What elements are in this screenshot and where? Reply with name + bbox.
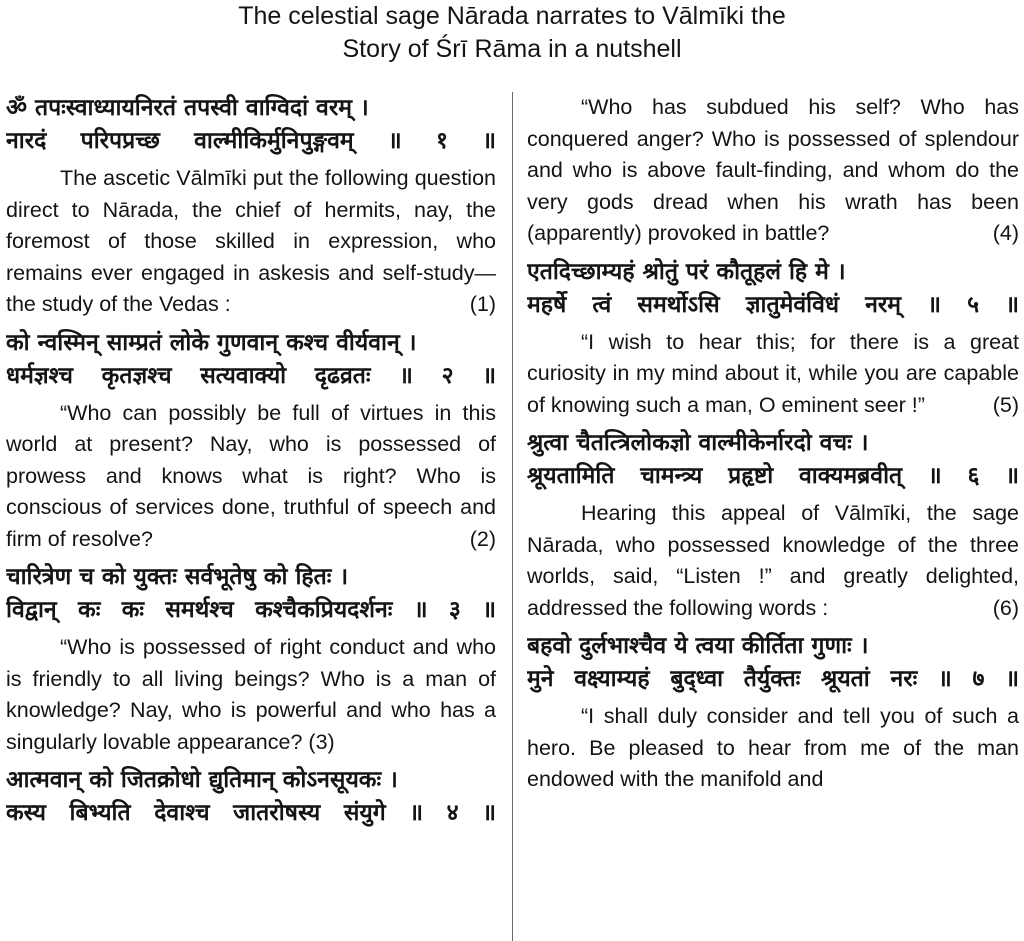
translation-3 [6,632,496,758]
translation-4 [527,92,1019,250]
translation-text: “Who can possibly be full of virtues in this world at present? Nay, who is possessed of prowess and knows what is right? Who is conscious of services done, truthful of speech and firm of resolve? [6,400,496,551]
title-line-1: The celestial sage Nārada narrates to Vālmīki the [238,2,786,30]
verse-number: (1) [469,292,496,316]
title-line-2: Story of Śrī Rāma in a nutshell [342,35,682,63]
translation-2 [6,398,496,556]
sanskrit-verse-6 [527,427,1019,493]
translation-7 [527,701,1019,796]
translation-text: The ascetic Vālmīki put the following question direct to Nārada, the chief of hermits, nay, the foremost of those skilled in expression, who remains ever engaged in askesis and self-study—the study of the Vedas : [6,166,496,316]
translation-text: “Who is possessed of right conduct and who is friendly to all living beings? Who is a man of knowledge? Nay, who is powerful and who has a singularly lovable appearance? [6,635,496,754]
translation-6 [527,498,1019,624]
sanskrit-verse-2 [6,327,496,393]
translation-5 [527,327,1019,422]
sanskrit-verse-1 [6,92,496,158]
verse-line: धर्मज्ञश्च कृतज्ञश्च सत्यवाक्यो दृढव्रतः ॥ २ ॥ [6,362,496,389]
translation-1 [6,163,496,321]
verse-line: विद्वान् कः कः समर्थश्च कश्चैकप्रियदर्शनः ॥ ३ ॥ [6,597,496,623]
verse-number: (5) [992,392,1019,417]
page-title [0,0,1024,66]
verse-line: को न्वस्मिन् साम्प्रतं लोके गुणवान् कश्च वीर्यवान् । [6,329,417,356]
sanskrit-verse-5 [527,256,1019,322]
verse-line: श्रुत्वा चैतत्त्रिलोकज्ञो वाल्मीकेर्नारदो वचः । [527,430,869,456]
sanskrit-verse-4 [6,764,496,830]
translation-text: Hearing this appeal of Vālmīki, the sage Nārada, who possessed knowledge of the three worlds, said, “Listen !” and greatly delighted, addressed the following words : [527,501,1019,620]
sanskrit-verse-7 [527,630,1019,696]
verse-line: एतदिच्छाम्यहं श्रोतुं परं कौतूहलं हि मे । [527,258,846,285]
translation-text: “I shall duly consider and tell you of such a hero. Be pleased to hear from me of the man endowed with the manifold and [527,704,1019,791]
verse-line: नारदं परिपप्रच्छ वाल्मीकिर्मुनिपुङ्गवम् ॥ १ ॥ [6,128,496,154]
verse-line: चारित्रेण च को युक्तः सर्वभूतेषु को हितः । [6,564,349,590]
verse-line: कस्य बिभ्यति देवाश्च जातरोषस्य संयुगे ॥ ४ ॥ [6,800,496,826]
verse-number: (3) [308,729,335,754]
verse-line: श्रूयतामिति चामन्त्र्य प्रहृष्टो वाक्यमब्रवीत् ॥ ६ ॥ [527,463,1019,489]
left-column [6,92,496,941]
verse-number: (2) [469,526,496,551]
translation-text: “I wish to hear this; for there is a great curiosity in my mind about it, while you are capable of knowing such a man, O eminent seer !” [527,329,1019,417]
verse-number: (6) [992,595,1019,620]
right-column [527,92,1019,941]
verse-line: आत्मवान् को जितक्रोधो द्युतिमान् कोऽनसूयकः । [6,767,398,793]
translation-text: “Who has subdued his self? Who has conquered anger? Who is possessed of splendour and who is above fault-finding, and whom do the very gods dread when his wrath has been (apparently) provoked in battle? [527,95,1019,245]
column-divider [512,92,513,941]
verse-number: (4) [992,221,1019,245]
sanskrit-verse-3 [6,561,496,627]
verse-line: ॐ तपःस्वाध्यायनिरतं तपस्वी वाग्विदां वरम् । [6,95,369,121]
verse-line: महर्षे त्वं समर्थोऽसि ज्ञातुमेवंविधं नरम् ॥ ५ ॥ [527,291,1019,318]
verse-line: मुने वक्ष्याम्यहं बुद्ध्वा तैर्युक्तः श्रूयतां नरः ॥ ७ ॥ [527,666,1019,692]
verse-line: बहवो दुर्लभाश्चैव ये त्वया कीर्तिता गुणाः । [527,633,869,659]
